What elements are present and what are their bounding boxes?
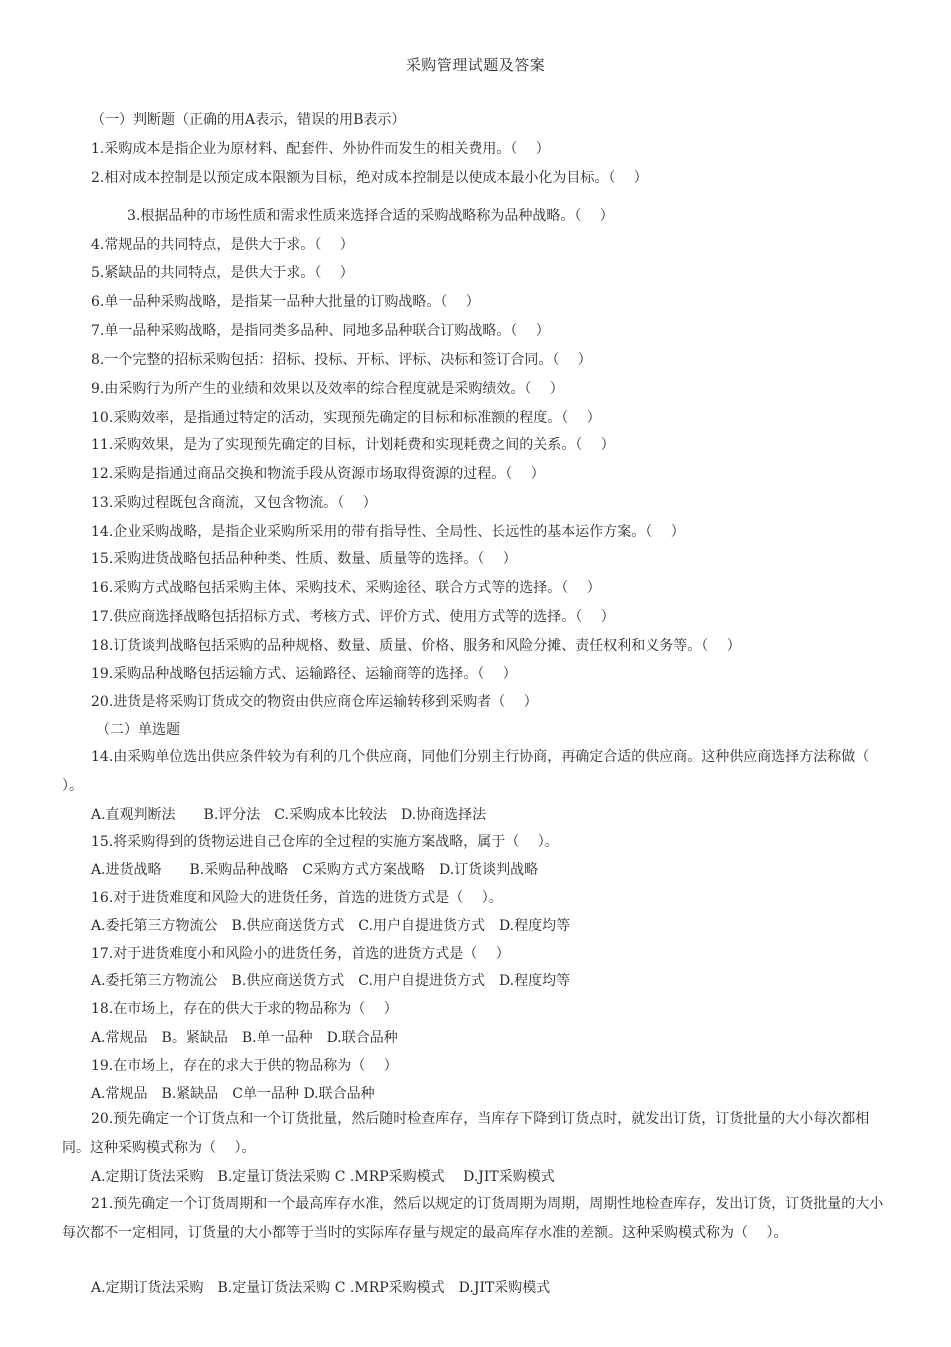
judge-item-8: 8.一个完整的招标采购包括：招标、投标、开标、评标、决标和签订合同。（ ）: [91, 352, 592, 368]
choice-options-17: A.委托第三方物流公 B.供应商送货方式 C.用户自提进货方式 D.程度均等: [91, 973, 571, 989]
judge-item-7: 7.单一品种采购战略，是指同类多品种、同地多品种联合订购战略。（ ）: [91, 323, 550, 339]
judge-item-2: 2.相对成本控制是以预定成本限额为目标，绝对成本控制是以使成本最小化为目标。（ ）: [91, 170, 648, 186]
judge-item-9: 9.由采购行为所产生的业绩和效果以及效率的综合程度就是采购绩效。（ ）: [91, 381, 564, 397]
judge-item-18: 18.订货谈判战略包括采购的品种规格、数量、质量、价格、服务和风险分摊、责任权利和义务等。（ ）: [91, 638, 741, 654]
choice-options-21: A.定期订货法采购 B.定量订货法采购 C .MRP采购模式 D.JIT采购模式: [91, 1280, 551, 1296]
judge-item-16: 16.采购方式战略包括采购主体、采购技术、采购途径、联合方式等的选择。（ ）: [91, 580, 601, 596]
judge-item-4: 4.常规品的共同特点，是供大于求。（ ）: [91, 237, 354, 253]
choice-options-14: A.直观判断法 B.评分法 C.采购成本比较法 D.协商选择法: [91, 807, 487, 823]
choice-options-20: A.定期订货法采购 B.定量订货法采购 C .MRP采购模式 D.JIT采购模式: [91, 1169, 555, 1185]
section2-heading: （二）单选题: [96, 722, 180, 738]
judge-item-17: 17.供应商选择战略包括招标方式、考核方式、评价方式、使用方式等的选择。（ ）: [91, 609, 615, 625]
judge-item-15: 15.采购进货战略包括品种种类、性质、数量、质量等的选择。（ ）: [91, 551, 517, 567]
judge-item-6: 6.单一品种采购战略，是指某一品种大批量的订购战略。（ ）: [91, 294, 480, 310]
choice-question-20: 20.预先确定一个订货点和一个订货批量，然后随时检查库存，当库存下降到订货点时，就发出订货，订货批量的大小每次都相同。这种采购模式称为（ ）。: [62, 1111, 870, 1156]
choice-question-16: 16.对于进货难度和风险大的进货任务，首选的进货方式是（ ）。: [91, 890, 503, 906]
choice-options-18: A.常规品 B。紧缺品 B.单一品种 D.联合品种: [91, 1030, 398, 1046]
choice-question-14: 14.由采购单位选出供应条件较为有利的几个供应商，同他们分别主行协商，再确定合适的供应商。这种供应商选择方法称做（ ）。: [62, 749, 888, 794]
judge-item-14: 14.企业采购战略，是指企业采购所采用的带有指导性、全局性、长远性的基本运作方案。（ ）: [91, 524, 685, 540]
choice-options-19: A.常规品 B.紧缺品 C单一品种 D.联合品种: [91, 1086, 375, 1102]
judge-item-10: 10.采购效率，是指通过特定的活动，实现预先确定的目标和标准额的程度。（ ）: [91, 410, 601, 426]
judge-item-11: 11.采购效果，是为了实现预先确定的目标，计划耗费和实现耗费之间的关系。（ ）: [91, 437, 615, 453]
choice-question-21: 21.预先确定一个订货周期和一个最高库存水准，然后以规定的订货周期为周期，周期性地检查库存，发出订货，订货批量的大小每次都不一定相同，订货量的大小都等于当时的实际库存量与规定的最高库存水准的差额。这种采购模式称为（ ）。: [62, 1196, 884, 1241]
choice-options-16: A.委托第三方物流公 B.供应商送货方式 C.用户自提进货方式 D.程度均等: [91, 918, 571, 934]
document-title: 采购管理试题及答案: [405, 56, 546, 74]
section1-heading: （一）判断题（正确的用A表示，错误的用B表示）: [91, 112, 406, 128]
judge-item-5: 5.紧缺品的共同特点，是供大于求。（ ）: [91, 265, 354, 281]
judge-item-3: 3.根据品种的市场性质和需求性质来选择合适的采购战略称为品种战略。（ ）: [127, 208, 614, 224]
choice-question-19: 19.在市场上，存在的求大于供的物品称为（ ）: [91, 1058, 398, 1074]
judge-item-20: 20.进货是将采购订货成交的物资由供应商仓库运输转移到采购者（ ）: [91, 694, 538, 710]
choice-question-17: 17.对于进货难度小和风险小的进货任务，首选的进货方式是（ ）: [91, 946, 510, 962]
choice-options-15: A.进货战略 B.采购品种战略 C采购方式方案战略 D.订货谈判战略: [91, 862, 539, 878]
judge-item-12: 12.采购是指通过商品交换和物流手段从资源市场取得资源的过程。（ ）: [91, 466, 545, 482]
judge-item-19: 19.采购品种战略包括运输方式、运输路径、运输商等的选择。（ ）: [91, 666, 517, 682]
choice-question-15: 15.将采购得到的货物运进自己仓库的全过程的实施方案战略，属于（ ）。: [91, 834, 559, 850]
choice-question-18: 18.在市场上，存在的供大于求的物品称为（ ）: [91, 1001, 398, 1017]
judge-item-13: 13.采购过程既包含商流，又包含物流。（ ）: [91, 495, 377, 511]
judge-item-1: 1.采购成本是指企业为原材料、配套件、外协件而发生的相关费用。（ ）: [91, 141, 550, 157]
